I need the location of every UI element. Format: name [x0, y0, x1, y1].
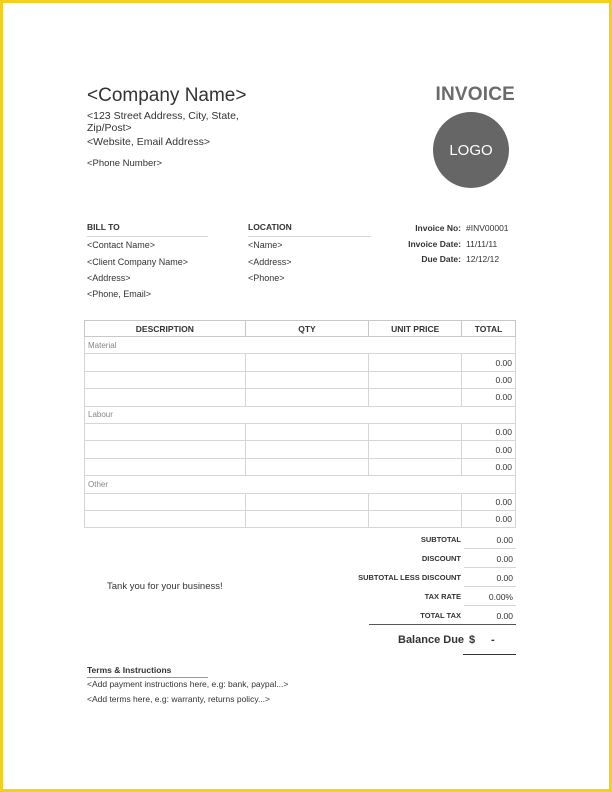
logo-text: LOGO: [449, 141, 493, 159]
col-total: TOTAL: [462, 321, 516, 337]
bill-to-company: <Client Company Name>: [87, 257, 189, 267]
qty-cell[interactable]: [245, 354, 369, 371]
category-label: Labour: [85, 406, 516, 423]
description-cell[interactable]: [85, 441, 246, 458]
company-address-line2: Zip/Post>: [87, 122, 132, 134]
qty-cell[interactable]: [245, 371, 369, 388]
total-cell: 0.00: [462, 389, 516, 406]
subtotal-less-discount-value: 0.00: [496, 573, 513, 583]
company-website: <Website, Email Address>: [87, 136, 210, 148]
table-header-row: [85, 321, 516, 337]
bill-to-contact: <Contact Name>: [87, 240, 156, 250]
unit-price-cell[interactable]: [369, 371, 462, 388]
due-date-value: 12/12/12: [466, 254, 500, 264]
description-cell[interactable]: [85, 423, 246, 440]
terms-payment-line[interactable]: <Add payment instructions here, e.g: bank, paypal...>: [87, 679, 289, 689]
line-items-table: [84, 320, 516, 528]
category-label: Other: [85, 476, 516, 493]
description-cell[interactable]: [85, 510, 246, 527]
total-cell: 0.00: [462, 423, 516, 440]
total-cell: 0.00: [462, 441, 516, 458]
col-qty: QTY: [245, 321, 369, 337]
unit-price-cell[interactable]: [369, 493, 462, 510]
location-heading: LOCATION: [248, 222, 371, 237]
invoice-date-label: Invoice Date:: [408, 239, 461, 249]
bill-to-phone-email: <Phone, Email>: [87, 289, 152, 299]
qty-cell[interactable]: [245, 389, 369, 406]
total-tax-value: 0.00: [496, 611, 513, 621]
discount-value[interactable]: 0.00: [496, 554, 513, 564]
category-label: Material: [85, 337, 516, 354]
terms-policy-line[interactable]: <Add terms here, e.g: warranty, returns policy...>: [87, 694, 270, 704]
unit-price-cell[interactable]: [369, 389, 462, 406]
total-tax-label: TOTAL TAX: [420, 611, 461, 620]
unit-price-cell[interactable]: [369, 354, 462, 371]
qty-cell[interactable]: [245, 510, 369, 527]
location-phone: <Phone>: [248, 273, 285, 283]
table-row: [85, 441, 516, 458]
discount-row: [363, 549, 516, 568]
description-cell[interactable]: [85, 493, 246, 510]
balance-underline: [463, 654, 516, 655]
category-row-labour: [85, 406, 516, 423]
qty-cell[interactable]: [245, 493, 369, 510]
location-name: <Name>: [248, 240, 283, 250]
unit-price-cell[interactable]: [369, 441, 462, 458]
subtotal-less-discount-row: [358, 568, 516, 587]
company-address-line1: <123 Street Address, City, State,: [87, 110, 239, 122]
table-row: [85, 354, 516, 371]
invoice-page: [3, 3, 609, 789]
invoice-title: INVOICE: [435, 84, 515, 105]
balance-due-label: Balance Due: [398, 634, 465, 646]
bill-to-heading: BILL TO: [87, 222, 208, 237]
qty-cell[interactable]: [245, 423, 369, 440]
description-cell[interactable]: [85, 458, 246, 475]
table-row: [85, 371, 516, 388]
description-cell[interactable]: [85, 371, 246, 388]
total-cell: 0.00: [462, 458, 516, 475]
invoice-date-value: 11/11/11: [466, 239, 498, 249]
category-row-other: [85, 476, 516, 493]
location-address: <Address>: [248, 257, 292, 267]
company-name: <Company Name>: [87, 85, 247, 106]
tax-rate-label: TAX RATE: [424, 592, 461, 601]
invoice-no-label: Invoice No:: [415, 223, 461, 233]
discount-label: DISCOUNT: [421, 554, 461, 563]
balance-currency: $: [469, 634, 476, 646]
unit-price-cell[interactable]: [369, 423, 462, 440]
total-cell: 0.00: [462, 493, 516, 510]
description-cell[interactable]: [85, 354, 246, 371]
total-cell: 0.00: [462, 371, 516, 388]
qty-cell[interactable]: [245, 458, 369, 475]
category-row-material: [85, 337, 516, 354]
qty-cell[interactable]: [245, 441, 369, 458]
col-description: DESCRIPTION: [85, 321, 246, 337]
subtotal-less-discount-label: SUBTOTAL LESS DISCOUNT: [358, 573, 461, 582]
thank-you-message: Tank you for your business!: [107, 581, 223, 592]
table-row: [85, 510, 516, 527]
due-date-label: Due Date:: [421, 254, 461, 264]
unit-price-cell[interactable]: [369, 510, 462, 527]
table-row: [85, 423, 516, 440]
logo-placeholder: [433, 112, 509, 188]
col-unit-price: UNIT PRICE: [369, 321, 462, 337]
total-cell: 0.00: [462, 510, 516, 527]
table-row: [85, 389, 516, 406]
unit-price-cell[interactable]: [369, 458, 462, 475]
invoice-no-value: #INV00001: [466, 223, 509, 233]
subtotal-label: SUBTOTAL: [420, 535, 461, 544]
company-phone: <Phone Number>: [87, 158, 162, 169]
total-cell: 0.00: [462, 354, 516, 371]
table-row: [85, 458, 516, 475]
terms-title: Terms & Instructions: [87, 665, 208, 678]
subtotal-value: 0.00: [496, 535, 513, 545]
description-cell[interactable]: [85, 389, 246, 406]
tax-rate-row: [363, 587, 516, 606]
total-tax-row: [363, 606, 516, 625]
bill-to-address: <Address>: [87, 273, 131, 283]
tax-rate-value[interactable]: 0.00%: [488, 592, 513, 602]
table-row: [85, 493, 516, 510]
balance-due-value: -: [491, 634, 495, 646]
subtotal-row: [363, 530, 516, 549]
